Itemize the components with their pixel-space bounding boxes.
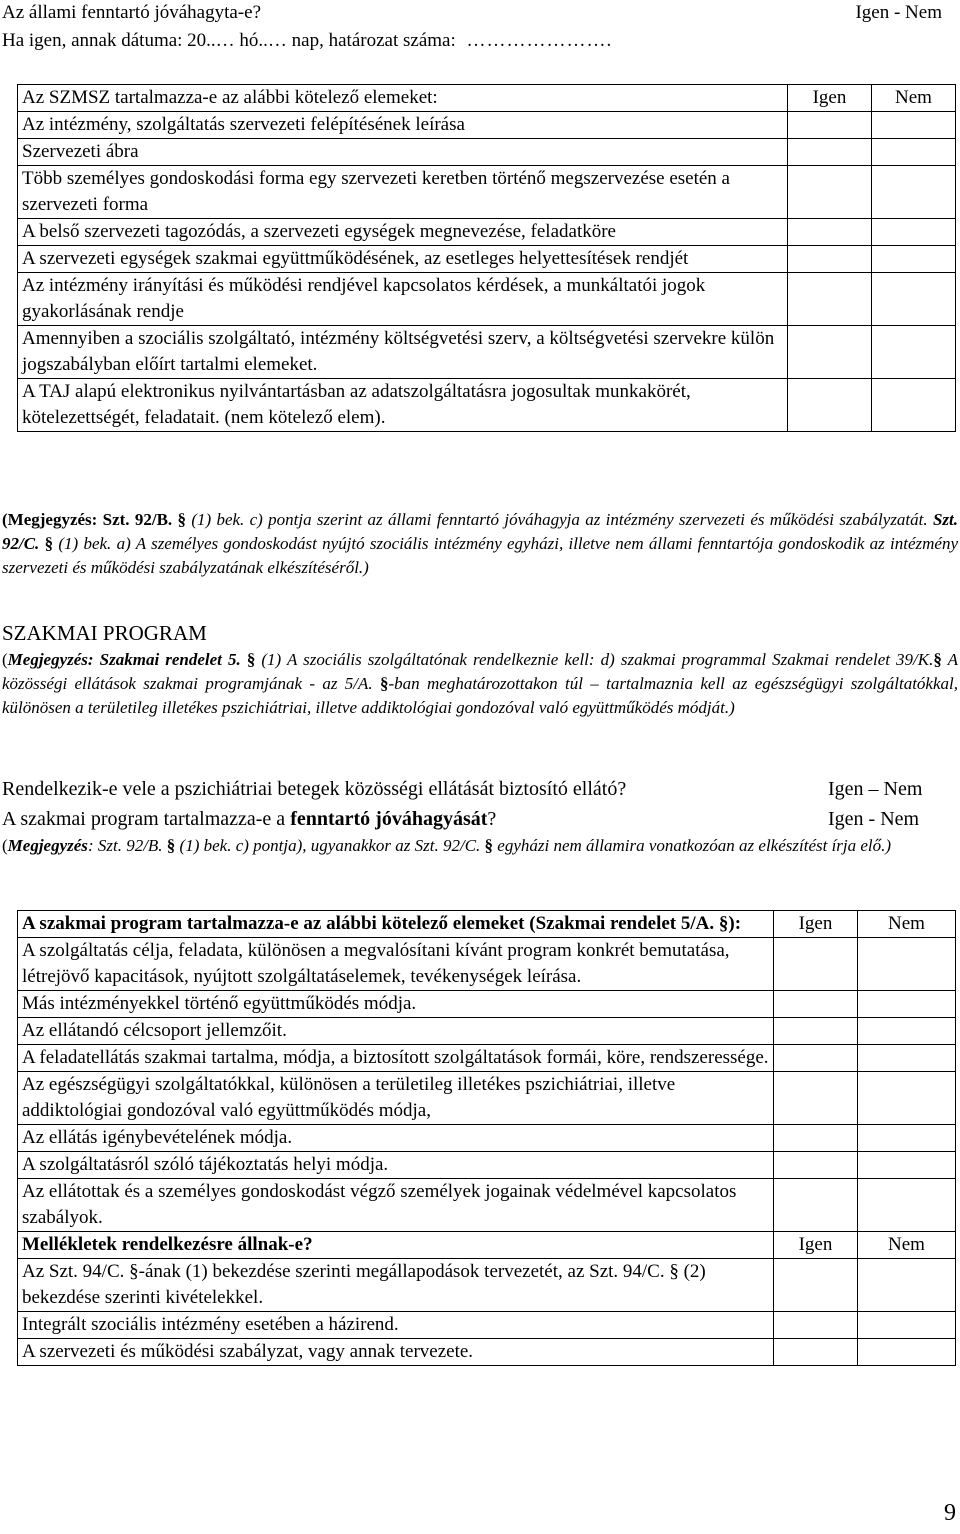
szmsz-note <box>2 508 958 580</box>
annex-header: Mellékletek rendelkezésre állnak-e? <box>18 1232 774 1259</box>
no-cell[interactable] <box>872 112 956 139</box>
table-row <box>18 1339 956 1366</box>
row-label: A TAJ alapú elektronikus nyilvántartásban az adatszolgáltatásra jogosultak munkakörét, kötelezettségét, feladatait. (nem kötelező elem). <box>18 379 788 432</box>
table-row <box>18 1152 956 1179</box>
question-2-bold: fenntartó jóváhagyását <box>290 808 488 830</box>
col-yes-header: Igen <box>788 85 872 112</box>
question-2-answer: Igen - Nem <box>828 808 920 830</box>
yes-cell[interactable] <box>774 1312 858 1339</box>
table-row <box>18 991 956 1018</box>
question-1: Rendelkezik-e vele a pszichiátriai betegek közösségi ellátását biztosító ellátó? <box>2 778 627 800</box>
note-text: (1) bek. a) A személyes gondoskodást nyújtó szociális intézmény egyházi, illetve nem állami fenntartója gondoskodik az intézmény szervezeti és működési szabályzatának elkészítéséről.) <box>2 534 959 577</box>
yes-cell[interactable] <box>774 1259 858 1312</box>
yes-cell[interactable] <box>774 1339 858 1366</box>
row-label: A szolgáltatásról szóló tájékoztatás helyi módja. <box>18 1152 774 1179</box>
table-row <box>18 1312 956 1339</box>
table-row <box>18 379 956 432</box>
note-text: (1) A szociális szolgáltatónak rendelkeznie kell: d) szakmai programmal Szakmai rendelet 39/K. <box>255 650 934 669</box>
table-row <box>18 1072 956 1125</box>
table-header-row <box>18 85 956 112</box>
question-1-answer: Igen – Nem <box>828 778 923 800</box>
row-label: Az ellátandó célcsoport jellemzőit. <box>18 1018 774 1045</box>
note-ref-bold: (Megjegyzés: Szt. 92/B. <box>2 510 173 529</box>
no-cell[interactable] <box>858 1312 956 1339</box>
no-cell[interactable] <box>872 326 956 379</box>
note-ref-bold: Megjegyzés <box>7 836 88 855</box>
table-row <box>18 139 956 166</box>
no-cell[interactable] <box>858 1259 956 1312</box>
table-row <box>18 1179 956 1232</box>
table-row <box>18 246 956 273</box>
row-label: Az egészségügyi szolgáltatókkal, különösen a területileg illetékes pszichiátriai, illetve addiktológiai gondozóval való együttműködés módja, <box>18 1072 774 1125</box>
row-label: Az intézmény, szolgáltatás szervezeti felépítésének leírása <box>18 112 788 139</box>
no-cell[interactable] <box>858 1339 956 1366</box>
row-label: A belső szervezeti tagozódás, a szervezeti egységek megnevezése, feladatköre <box>18 219 788 246</box>
yes-cell[interactable] <box>774 1125 858 1152</box>
row-label: Az ellátottak és a személyes gondoskodást végző személyek jogainak védelmével kapcsolatos szabályok. <box>18 1179 774 1232</box>
note-text: egyházi nem államira vonatkozóan az elkészítést írja elő.) <box>493 836 892 855</box>
question-2-post: ? <box>487 808 497 830</box>
no-cell[interactable] <box>858 1045 956 1072</box>
question-2 <box>2 806 496 832</box>
row-label: Amennyiben a szociális szolgáltató, intézmény költségvetési szerv, a költségvetési szervekre külön jogszabályban előírt tartalmi elemeket. <box>18 326 788 379</box>
section-sign: § <box>177 510 186 529</box>
no-cell[interactable] <box>858 1125 956 1152</box>
row-label: Más intézményekkel történő együttműködés módja. <box>18 991 774 1018</box>
table-row <box>18 166 956 219</box>
row-label: A szervezeti és működési szabályzat, vagy annak tervezete. <box>18 1339 774 1366</box>
row-label: Szervezeti ábra <box>18 139 788 166</box>
approval-date-line <box>2 28 612 54</box>
approval-date-label: Ha igen, annak dátuma: 20..… hó..… nap, határozat száma: <box>2 30 456 51</box>
section-sign: § <box>933 650 942 669</box>
no-cell[interactable] <box>858 1072 956 1125</box>
no-cell[interactable] <box>858 1179 956 1232</box>
yes-cell[interactable] <box>774 938 858 991</box>
page-number: 9 <box>944 1500 956 1526</box>
row-label: A szervezeti egységek szakmai együttműködésének, az esetleges helyettesítések rendjét <box>18 246 788 273</box>
szmsz-table-header: Az SZMSZ tartalmazza-e az alábbi kötelező elemeket: <box>18 85 788 112</box>
row-label: Több személyes gondoskodási forma egy szervezeti keretben történő megszervezése esetén a szervezeti forma <box>18 166 788 219</box>
section-sign: § <box>246 650 256 669</box>
annex-yes-header: Igen <box>774 1232 858 1259</box>
yes-cell[interactable] <box>788 246 872 273</box>
no-cell[interactable] <box>872 166 956 219</box>
table-row <box>18 1045 956 1072</box>
yes-cell[interactable] <box>774 991 858 1018</box>
no-cell[interactable] <box>858 1018 956 1045</box>
no-cell[interactable] <box>858 1152 956 1179</box>
row-label: A szolgáltatás célja, feladata, különösen a megvalósítani kívánt program konkrét bemutatása, létrejövő kapacitások, nyújtott szolgáltatáselemek, tevékenységek leírása. <box>18 938 774 991</box>
no-cell[interactable] <box>872 246 956 273</box>
table-row <box>18 273 956 326</box>
yes-cell[interactable] <box>774 1018 858 1045</box>
yes-cell[interactable] <box>788 326 872 379</box>
col-no-header: Nem <box>872 85 956 112</box>
question-2-pre: A szakmai program tartalmazza-e a <box>2 808 291 830</box>
no-cell[interactable] <box>872 139 956 166</box>
yes-cell[interactable] <box>774 1072 858 1125</box>
section-note <box>2 648 958 720</box>
yes-cell[interactable] <box>788 219 872 246</box>
szmsz-table <box>17 84 956 432</box>
table-row <box>18 938 956 991</box>
note-ref-bold: Szt. 92/C. <box>2 510 958 553</box>
approval-question: Az állami fenntartó jóváhagyta-e? <box>2 2 262 23</box>
no-cell[interactable] <box>872 379 956 432</box>
note-ref-bold: Megjegyzés: Szakmai rendelet 5. <box>7 650 241 669</box>
yes-cell[interactable] <box>774 1152 858 1179</box>
table-row <box>18 1125 956 1152</box>
row-label: A feladatellátás szakmai tartalma, módja, a biztosított szolgáltatások formái, köre, rendszeressége. <box>18 1045 774 1072</box>
table-row <box>18 1259 956 1312</box>
note-text: (1) bek. c) pontja szerint az állami fenntartó jóváhagyja az intézmény szervezeti és működési szabályzatát. <box>186 510 933 529</box>
annex-no-header: Nem <box>858 1232 956 1259</box>
approval-date-dots: …………………. <box>466 30 613 51</box>
yes-cell[interactable] <box>788 166 872 219</box>
no-cell[interactable] <box>858 991 956 1018</box>
yes-cell[interactable] <box>788 139 872 166</box>
section-sign: § <box>44 534 54 553</box>
yes-cell[interactable] <box>788 273 872 326</box>
section-sign: § <box>166 836 176 855</box>
program-table <box>17 910 956 1366</box>
col-no-header: Nem <box>858 911 956 938</box>
no-cell[interactable] <box>872 273 956 326</box>
table-row <box>18 1018 956 1045</box>
annex-header-row <box>18 1232 956 1259</box>
yes-cell[interactable] <box>788 112 872 139</box>
program-table-header: A szakmai program tartalmazza-e az alábbi kötelező elemeket (Szakmai rendelet 5/A. §): <box>18 911 774 938</box>
paren: ( <box>2 650 8 669</box>
yes-cell[interactable] <box>774 1045 858 1072</box>
section-title: SZAKMAI PROGRAM <box>2 621 207 645</box>
row-label: Integrált szociális intézmény esetében a házirend. <box>18 1312 774 1339</box>
questions-note <box>2 834 958 858</box>
paren: ( <box>2 836 8 855</box>
note-text: -ban meghatározottakon túl – tartalmaznia kell az egészségügyi szolgáltatókkal, különösen a területileg illetékes pszichiátriai, illetve addiktológiai gondozóval való együttműködés módját.) <box>2 674 958 717</box>
note-text: A közösségi ellátások szakmai programjának - az 5/A. <box>2 650 959 693</box>
table-header-row <box>18 911 956 938</box>
yes-cell[interactable] <box>788 379 872 432</box>
table-row <box>18 326 956 379</box>
col-yes-header: Igen <box>774 911 858 938</box>
yes-cell[interactable] <box>774 1179 858 1232</box>
section-sign: § <box>380 674 389 693</box>
no-cell[interactable] <box>872 219 956 246</box>
table-row <box>18 112 956 139</box>
note-text: (1) bek. c) pontja), ugyanakkor az Szt. 92/C. <box>175 836 485 855</box>
row-label: Az intézmény irányítási és működési rendjével kapcsolatos kérdések, a munkáltatói jogok gyakorlásának rendje <box>18 273 788 326</box>
no-cell[interactable] <box>858 938 956 991</box>
approval-answer: Igen - Nem <box>855 2 942 23</box>
row-label: Az Szt. 94/C. §-ának (1) bekezdése szerinti megállapodások tervezetét, az Szt. 94/C. § (2) bekezdése szerinti kivételekkel. <box>18 1259 774 1312</box>
section-sign: § <box>484 836 494 855</box>
row-label: Az ellátás igénybevételének módja. <box>18 1125 774 1152</box>
note-text: : Szt. 92/B. <box>87 836 167 855</box>
table-row <box>18 219 956 246</box>
